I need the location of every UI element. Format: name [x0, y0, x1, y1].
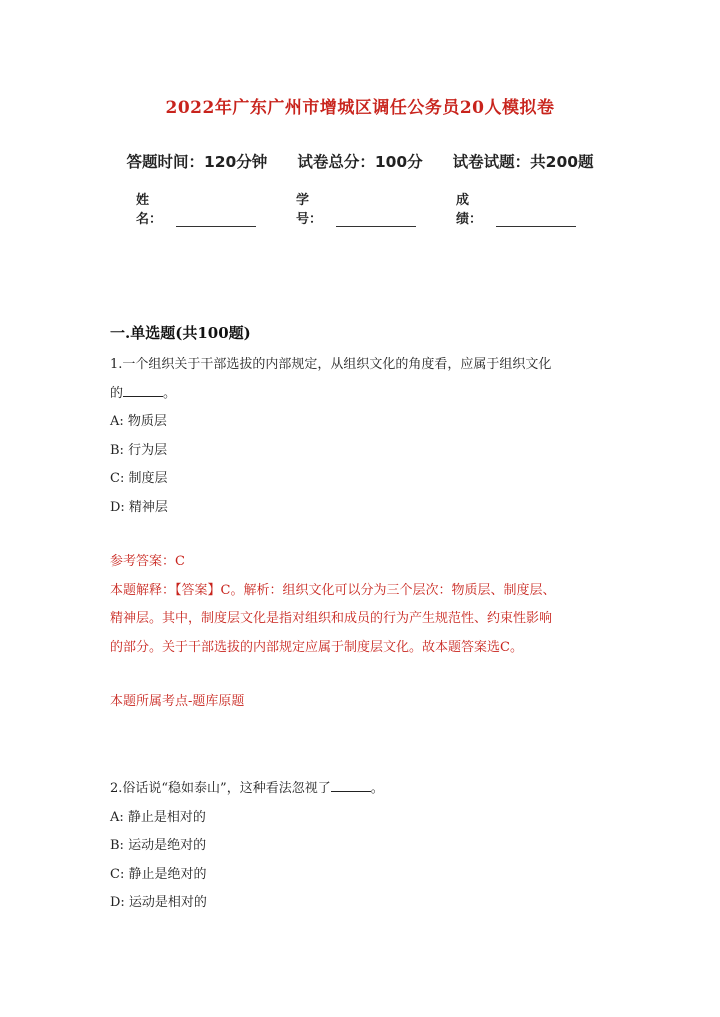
question-1-line2-prefix: 的: [110, 385, 124, 401]
student-id-label: 学号：: [296, 193, 323, 227]
score-blank[interactable]: [496, 212, 576, 227]
reference-answer: 参考答案：C: [110, 554, 185, 569]
option-c[interactable]: C: 制度层: [110, 471, 168, 486]
question-1-line2: [110, 380, 610, 409]
student-fields-row: [136, 189, 616, 227]
explanation-line-2: 精神层。其中，制度层文化是指对组织和成员的行为产生规范性、约束性影响: [110, 611, 553, 626]
question-1-line2-suffix: 。: [163, 385, 177, 401]
score-field[interactable]: [456, 189, 576, 227]
exam-total-score: 试卷总分：100分: [297, 153, 423, 171]
question-2-text: [110, 775, 610, 804]
exam-total-questions: 试卷试题：共200题: [452, 153, 594, 171]
option-b[interactable]: B: 运动是绝对的: [110, 838, 207, 853]
explanation-line-3: 的部分。关于干部选拔的内部规定应属于制度层文化。故本题答案选C。: [110, 639, 523, 655]
answer-blank: [123, 386, 163, 397]
question-2: [110, 775, 610, 918]
question-1: [110, 351, 610, 522]
exam-info-row: [0, 150, 720, 172]
question-1-line1: 1.一个组织关于干部选拔的内部规定，从组织文化的角度看，应属于组织文化: [110, 357, 552, 372]
question-2-text-prefix: 2.俗话说“稳如泰山”，这种看法忽视了: [110, 781, 331, 796]
question-1-answer-block: [110, 548, 610, 662]
option-a[interactable]: A: 静止是相对的: [110, 809, 206, 825]
option-a[interactable]: A: 物质层: [110, 414, 167, 429]
student-id-blank[interactable]: [336, 212, 416, 227]
option-c[interactable]: C: 静止是绝对的: [110, 866, 207, 882]
explanation-line-1: 本题解释：【答案】C。解析：组织文化可以分为三个层次：物质层、制度层、: [110, 582, 556, 598]
option-d[interactable]: D: 精神层: [110, 499, 168, 515]
student-id-field[interactable]: [296, 189, 416, 227]
name-field[interactable]: [136, 189, 256, 227]
answer-blank: [331, 781, 371, 792]
question-1-source: 本题所属考点-题库原题: [110, 694, 245, 709]
option-b[interactable]: B: 行为层: [110, 442, 168, 458]
name-blank[interactable]: [176, 212, 256, 227]
exam-time: 答题时间：120分钟: [126, 153, 268, 171]
page-title: 2022年广东广州市增城区调任公务员20人模拟卷: [165, 98, 555, 118]
score-label: 成绩：: [456, 193, 483, 227]
option-d[interactable]: D: 运动是相对的: [110, 895, 207, 910]
question-2-text-suffix: 。: [370, 781, 384, 796]
section-title: 一.单选题(共100题): [110, 324, 251, 342]
name-label: 姓名：: [136, 193, 163, 227]
